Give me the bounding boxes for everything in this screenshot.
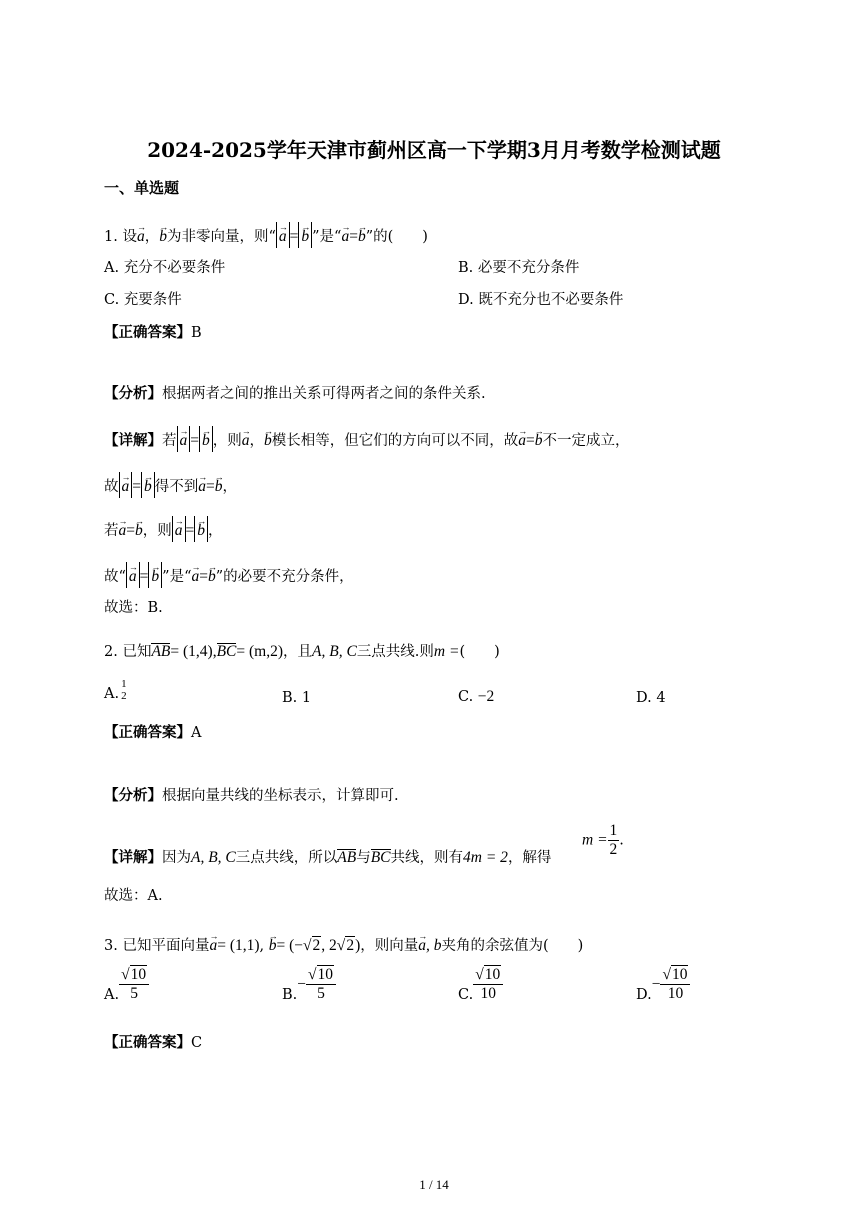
q2-option-d: D. 4 bbox=[636, 690, 666, 706]
q2-answer: 【正确答案】A bbox=[104, 724, 202, 741]
question-3-stem: 3. 已知平面向量→ a= (1,1), → b= (−√2, 2√2)，则向量→ a, b夹角的余弦值为( ) bbox=[104, 932, 583, 956]
q2-option-a: A. 1 2 bbox=[104, 678, 127, 702]
q1-answer: 【正确答案】B bbox=[104, 324, 202, 341]
q1-option-c: C. 充要条件 bbox=[104, 292, 182, 308]
q3-option-b: B.− $\frac{√10}{5}$ bbox=[282, 966, 336, 1003]
q3-option-a: A. $\frac{√10}{5}$ bbox=[104, 966, 149, 1003]
q3-option-d: D.− $\frac{√10}{10}$ bbox=[636, 966, 690, 1003]
q1-detail-line-2: 故→ a =→ b 得不到→ a=→ b， bbox=[104, 472, 237, 498]
q2-option-b: B. 1 bbox=[282, 690, 312, 706]
q2-analysis: 【分析】根据向量共线的坐标表示，计算即可. bbox=[104, 787, 399, 804]
page-title: 2024-2025学年天津市蓟州区高一下学期3月月考数学检测试题 bbox=[147, 138, 721, 162]
question-1-stem: 1. 设→ a，→ b为非零向量，则“→ a =→ b ”是“→ a=→ b”的( ) bbox=[104, 222, 428, 248]
q1-option-b: B. 必要不充分条件 bbox=[458, 260, 580, 276]
question-2-stem: 2. 已知AB= (1,4),BC= (m,2)，且A, B, C三点共线.则m =( ) bbox=[104, 643, 500, 660]
q2-choose: 故选：A. bbox=[104, 888, 163, 904]
q1-option-d: D. 既不充分也不必要条件 bbox=[458, 292, 624, 308]
q1-detail-line-1: 【详解】若→ a =→ b ，则→ a，→ b模长相等，但它们的方向可以不同，故→ a=→ b不一定成立， bbox=[104, 426, 630, 452]
q3-answer: 【正确答案】C bbox=[104, 1034, 203, 1051]
q1-detail-line-4: 故“→ a =→ b ”是“→ a=→ b”的必要不充分条件， bbox=[104, 562, 354, 588]
q2-option-c: C. −2 bbox=[458, 688, 495, 705]
q1-detail-line-3: 若→ a=→ b，则→ a =→ b ， bbox=[104, 516, 223, 542]
q1-choose: 故选：B. bbox=[104, 600, 163, 616]
page-number: 1 / 14 bbox=[419, 1177, 449, 1192]
q1-option-a: A. 充分不必要条件 bbox=[104, 260, 226, 276]
section-heading: 一、单选题 bbox=[104, 179, 180, 197]
q3-option-c: C. $\frac{√10}{10}$ bbox=[458, 966, 503, 1003]
q1-analysis: 【分析】根据两者之间的推出关系可得两者之间的条件关系. bbox=[104, 385, 486, 402]
q2-result: m = $\frac{1}{2}$ . bbox=[582, 822, 624, 858]
